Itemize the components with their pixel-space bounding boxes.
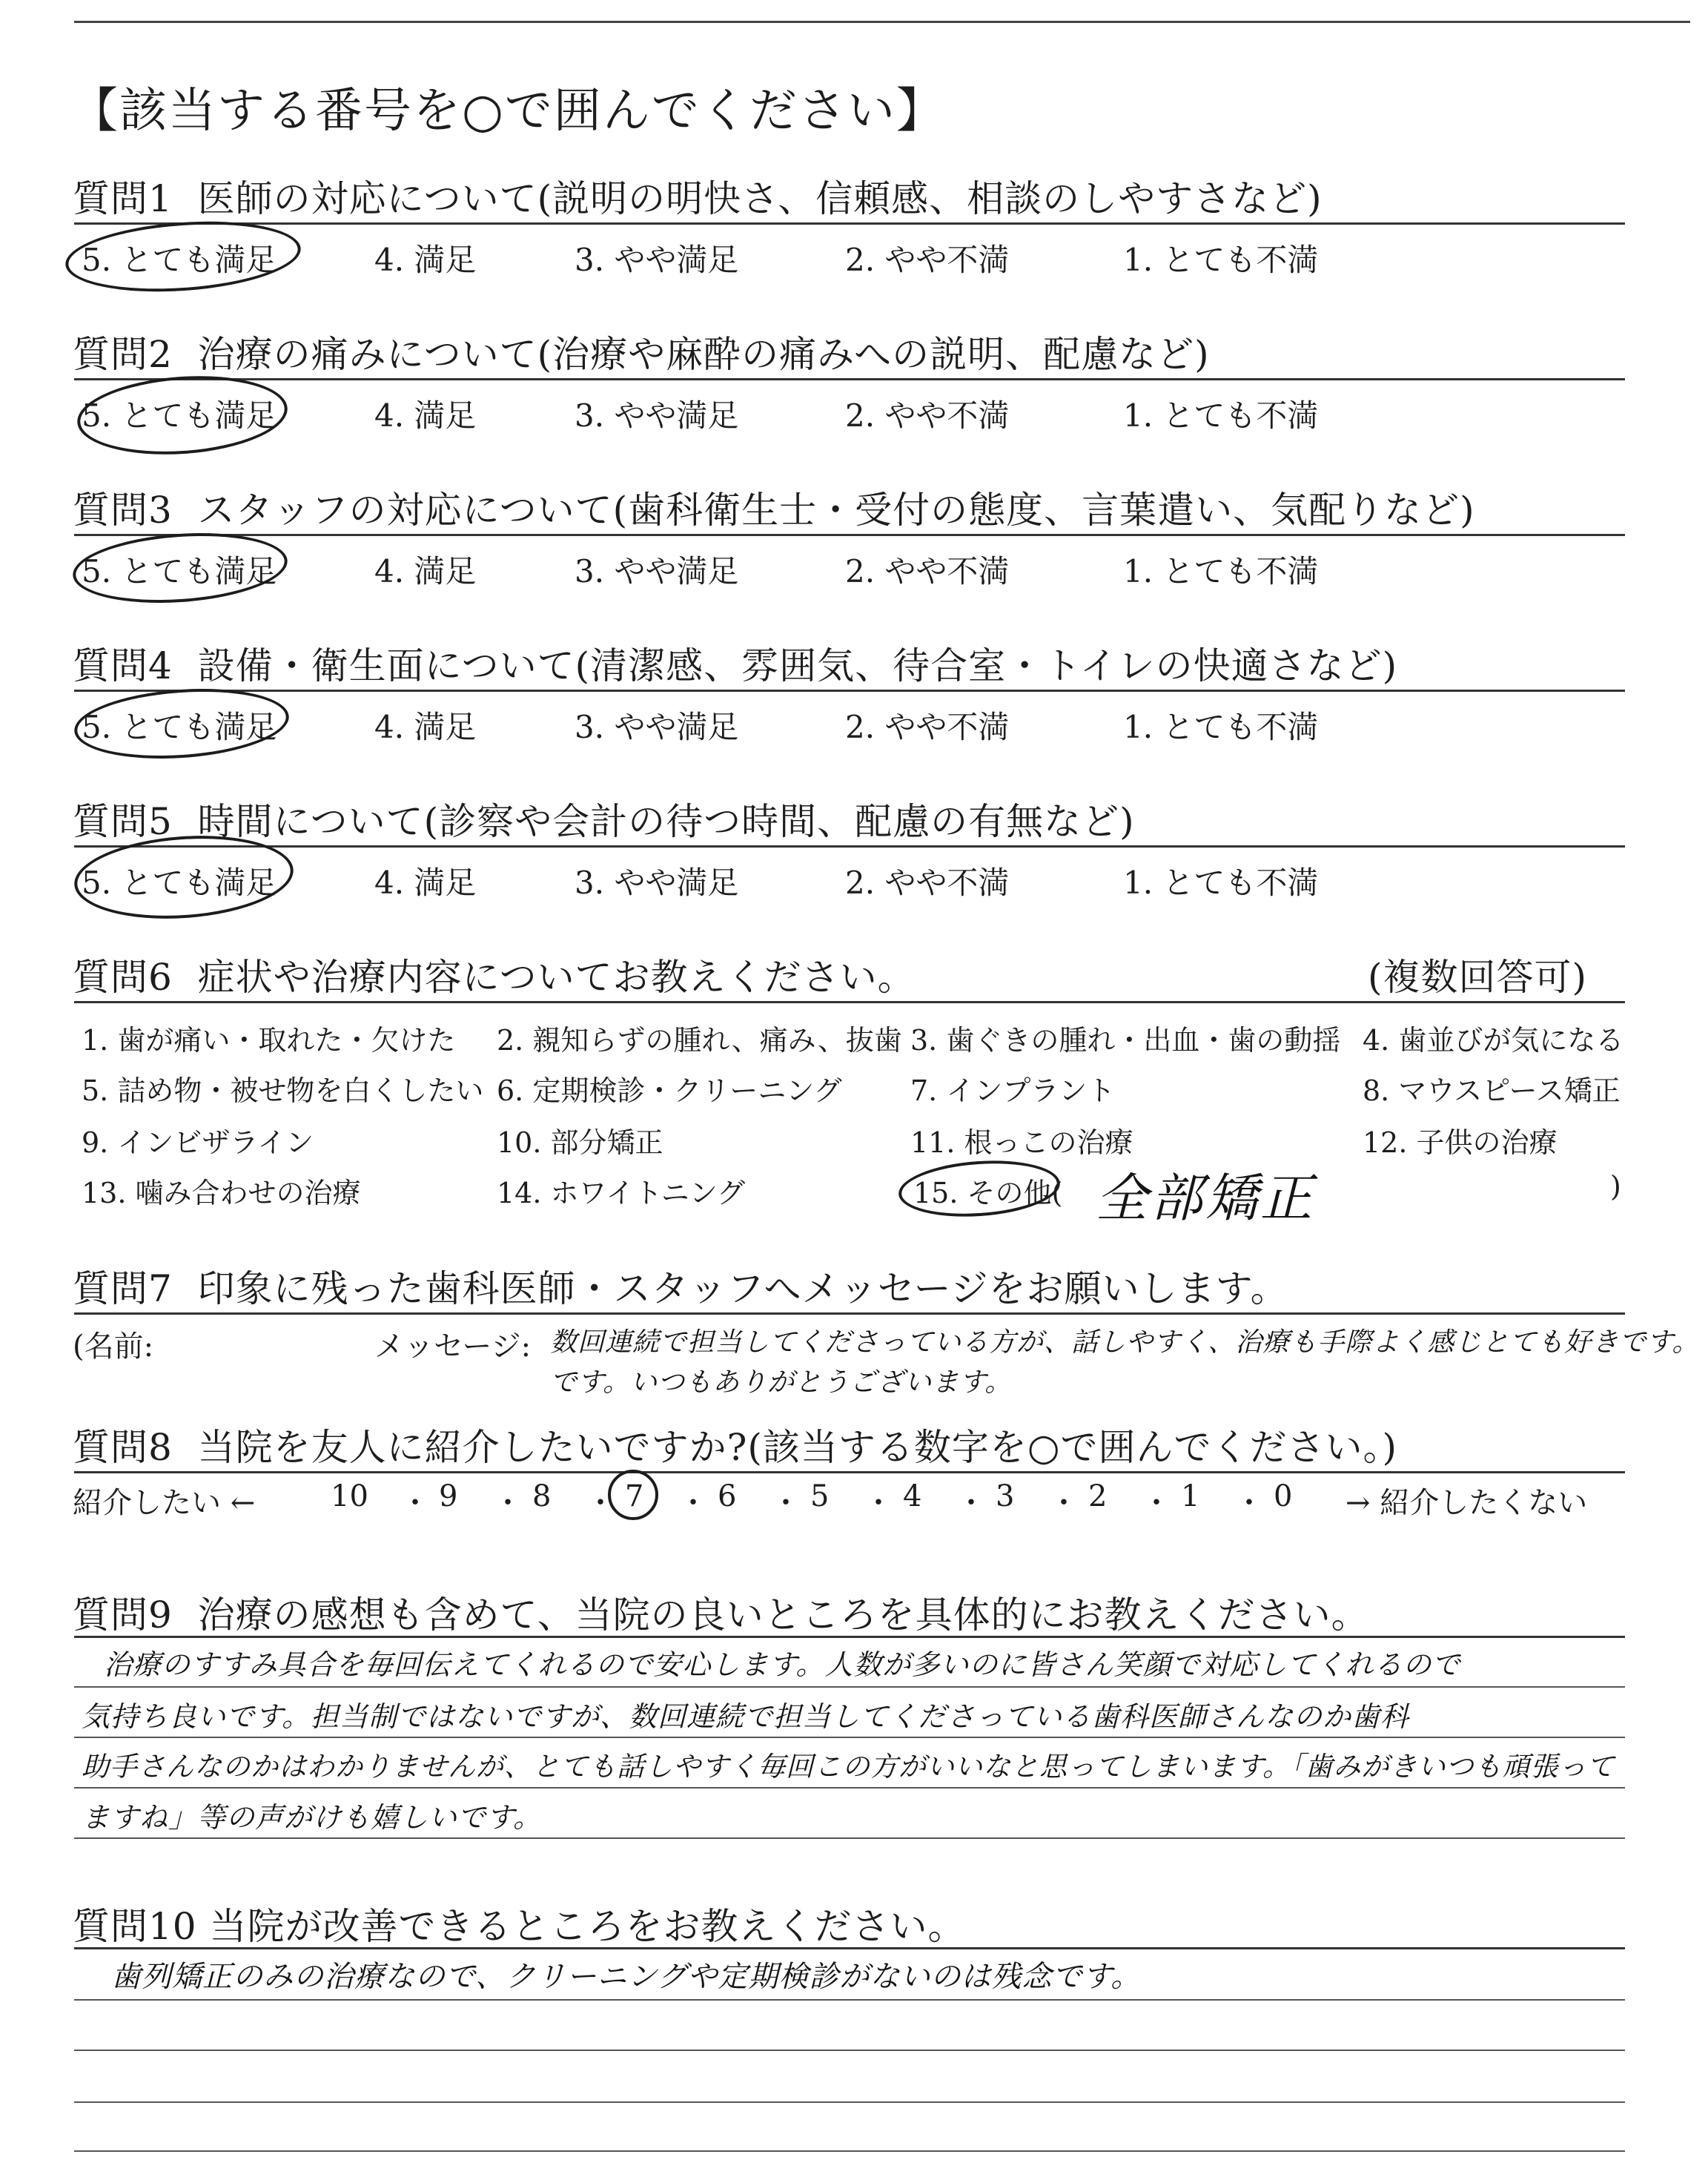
q1-option-2[interactable]: 2. やや不満 xyxy=(845,242,1010,278)
q8-scale-10[interactable]: 10 xyxy=(331,1479,368,1513)
q6-option-7[interactable]: 7. インプラント xyxy=(910,1074,1116,1107)
q9-rule-1 xyxy=(74,1636,1625,1638)
q6-option-9[interactable]: 9. インビザライン xyxy=(82,1126,314,1159)
q3-label: 質問3 xyxy=(73,489,173,532)
q4-option-3[interactable]: 3. やや満足 xyxy=(575,709,739,745)
q9-answer-line-4: ますね」等の声がけも嬉しいです。 xyxy=(82,1801,542,1834)
q7-text: 印象に残った歯科医師・スタッフへメッセージをお願いします。 xyxy=(197,1267,1288,1310)
q1-header xyxy=(73,169,1323,222)
q1-text: 医師の対応について(説明の明快さ、信頼感、相談のしやすさなど) xyxy=(197,177,1323,220)
q2-option-5[interactable]: 5. とても満足 xyxy=(82,397,277,434)
q8-scale-9[interactable]: 9 xyxy=(439,1479,458,1513)
q5-option-5[interactable]: 5. とても満足 xyxy=(82,865,277,901)
q7-message-label: メッセージ: xyxy=(374,1330,532,1364)
q6-option-8[interactable]: 8. マウスピース矯正 xyxy=(1363,1074,1621,1107)
q8-scale-8[interactable]: 8 xyxy=(532,1479,552,1513)
q8-rule xyxy=(74,1471,1625,1473)
q2-header xyxy=(73,325,1210,378)
q6-option-5[interactable]: 5. 詰め物・被せ物を白くしたい xyxy=(82,1074,484,1107)
q8-left-label: 紹介したい ← xyxy=(73,1486,256,1520)
q8-separator: ・ xyxy=(1049,1486,1079,1520)
q2-option-2[interactable]: 2. やや不満 xyxy=(845,397,1010,434)
page-title: 【該当する番号を○で囲んでください】 xyxy=(70,84,945,139)
q3-option-4[interactable]: 4. 満足 xyxy=(374,553,477,589)
q8-selection-circle xyxy=(608,1470,658,1520)
q4-header xyxy=(73,636,1397,690)
q4-rule xyxy=(74,690,1625,692)
q6-option-4[interactable]: 4. 歯並びが気になる xyxy=(1363,1024,1624,1057)
q8-separator: ・ xyxy=(493,1486,523,1520)
q3-option-1[interactable]: 1. とても不満 xyxy=(1123,553,1319,589)
q2-option-1[interactable]: 1. とても不満 xyxy=(1123,397,1319,434)
q2-option-3[interactable]: 3. やや満足 xyxy=(575,397,739,434)
q8-separator: ・ xyxy=(400,1486,430,1520)
q7-label: 質問7 xyxy=(73,1267,173,1310)
q5-option-4[interactable]: 4. 満足 xyxy=(374,865,477,901)
q4-option-2[interactable]: 2. やや不満 xyxy=(845,709,1010,745)
q1-option-3[interactable]: 3. やや満足 xyxy=(575,242,739,278)
q8-scale-5[interactable]: 5 xyxy=(810,1479,830,1513)
q8-separator: ・ xyxy=(1142,1486,1171,1520)
q1-option-4[interactable]: 4. 満足 xyxy=(374,242,477,278)
q9-rule-2 xyxy=(74,1686,1625,1688)
q8-scale-4[interactable]: 4 xyxy=(903,1479,922,1513)
q6-option-14[interactable]: 14. ホワイトニング xyxy=(497,1177,746,1209)
q6-option-12[interactable]: 12. 子供の治療 xyxy=(1363,1126,1558,1159)
q6-header xyxy=(73,948,916,1001)
q5-option-2[interactable]: 2. やや不満 xyxy=(845,865,1010,901)
q6-option-6[interactable]: 6. 定期検診・クリーニング xyxy=(497,1074,842,1107)
q1-option-5[interactable]: 5. とても満足 xyxy=(82,242,277,278)
q8-scale-1[interactable]: 1 xyxy=(1181,1479,1200,1513)
q1-label: 質問1 xyxy=(73,177,173,220)
q7-message-line-2: です。いつもありがとうございます。 xyxy=(550,1367,1013,1398)
q2-text: 治療の痛みについて(治療や麻酔の痛みへの説明、配慮など) xyxy=(197,333,1210,376)
q2-option-4[interactable]: 4. 満足 xyxy=(374,397,477,434)
q4-option-4[interactable]: 4. 満足 xyxy=(374,709,477,745)
q4-option-5[interactable]: 5. とても満足 xyxy=(82,709,277,745)
q2-label: 質問2 xyxy=(73,333,173,376)
q5-option-1[interactable]: 1. とても不満 xyxy=(1123,865,1319,901)
q4-option-1[interactable]: 1. とても不満 xyxy=(1123,709,1319,745)
q7-rule xyxy=(74,1312,1625,1315)
q6-option-2[interactable]: 2. 親知らずの腫れ、痛み、抜歯 xyxy=(497,1024,902,1057)
q4-text: 設備・衛生面について(清潔感、雰囲気、待合室・トイレの快適さなど) xyxy=(197,644,1398,687)
q3-option-3[interactable]: 3. やや満足 xyxy=(575,553,739,589)
q8-separator: ・ xyxy=(1234,1486,1264,1520)
q9-rule-5 xyxy=(74,1837,1625,1839)
q9-text: 治療の感想も含めて、当院の良いところを具体的にお教えください。 xyxy=(197,1593,1369,1636)
q8-scale-2[interactable]: 2 xyxy=(1088,1479,1108,1513)
q10-rule-1 xyxy=(74,1947,1625,1949)
q6-selection-circle xyxy=(897,1155,1062,1221)
q9-answer-line-2: 気持ち良いです。担当制ではないですが、数回連続で担当してくださっている歯科医師さんなのか歯科 xyxy=(82,1700,1409,1733)
q8-right-label: → 紹介したくない xyxy=(1345,1486,1588,1520)
q7-header xyxy=(73,1259,1288,1312)
q8-separator: ・ xyxy=(771,1486,801,1520)
q7-message-line-1: 数回連続で担当してくださっている方が、話しやすく、治療も手際よく感じとても好きです。 xyxy=(550,1327,1700,1358)
q1-rule xyxy=(74,222,1625,225)
q1-selection-circle xyxy=(63,214,303,299)
q3-selection-circle xyxy=(70,526,290,610)
q9-rule-3 xyxy=(74,1737,1625,1738)
q5-rule xyxy=(74,845,1625,848)
q8-header xyxy=(73,1418,1397,1471)
q5-text: 時間について(診察や会計の待つ時間、配慮の有無など) xyxy=(197,800,1135,843)
q3-header xyxy=(73,480,1475,534)
q8-scale-6[interactable]: 6 xyxy=(718,1479,737,1513)
q1-option-1[interactable]: 1. とても不満 xyxy=(1123,242,1319,278)
q6-option-1[interactable]: 1. 歯が痛い・取れた・欠けた xyxy=(82,1024,456,1057)
q6-option-3[interactable]: 3. 歯ぐきの腫れ・出血・歯の動揺 xyxy=(910,1024,1341,1057)
q8-separator: ・ xyxy=(864,1486,893,1520)
q10-rule-5 xyxy=(74,2150,1625,2152)
q6-option-10[interactable]: 10. 部分矯正 xyxy=(497,1126,663,1159)
q8-separator: ・ xyxy=(956,1486,986,1520)
q10-header xyxy=(73,1897,966,1950)
q4-selection-circle xyxy=(72,682,291,765)
q10-rule-3 xyxy=(74,2050,1625,2051)
q8-scale-7[interactable]: 7 xyxy=(625,1479,644,1513)
q5-option-3[interactable]: 3. やや満足 xyxy=(575,865,739,901)
q9-answer-line-3: 助手さんなのかはわかりませんが、とても話しやすく毎回この方がいいなと思ってしまいます。「歯みがきいつも頑張って xyxy=(82,1751,1615,1783)
q10-text: 当院が改善できるところをお教えください。 xyxy=(209,1905,966,1948)
q2-selection-circle xyxy=(75,369,291,461)
q3-text: スタッフの対応について(歯科衛生士・受付の態度、言葉遣い、気配りなど) xyxy=(197,489,1475,532)
q6-other-close-paren: ) xyxy=(1610,1170,1621,1203)
q8-scale-0[interactable]: 0 xyxy=(1274,1479,1293,1513)
q6-option-11[interactable]: 11. 根っこの治療 xyxy=(910,1126,1133,1159)
q8-separator: ・ xyxy=(678,1486,708,1520)
q6-label: 質問6 xyxy=(73,956,173,999)
q9-answer-line-1: 治療のすすみ具合を毎回伝えてくれるので安心します。人数が多いのに皆さん笑顔で対応してくれるので xyxy=(104,1648,1461,1681)
q3-rule xyxy=(74,534,1625,536)
q6-option-13[interactable]: 13. 噛み合わせの治療 xyxy=(82,1177,361,1209)
q6-option-15[interactable]: 15. その他( xyxy=(913,1177,1063,1209)
q6-note: (複数回答可) xyxy=(1368,956,1588,999)
q8-label: 質問8 xyxy=(73,1426,173,1469)
q3-option-5[interactable]: 5. とても満足 xyxy=(82,553,277,589)
q5-label: 質問5 xyxy=(73,800,173,843)
q9-rule-4 xyxy=(74,1787,1625,1789)
q6-rule xyxy=(74,1001,1625,1003)
q6-text: 症状や治療内容についてお教えください。 xyxy=(197,956,916,999)
q7-name-label: (名前: xyxy=(73,1330,154,1364)
q8-scale-3[interactable]: 3 xyxy=(996,1479,1015,1513)
q2-rule xyxy=(74,378,1625,380)
q6-other-answer: 全部矯正 xyxy=(1096,1168,1315,1229)
q10-rule-2 xyxy=(74,1999,1625,2001)
q4-label: 質問4 xyxy=(73,644,173,687)
top-border xyxy=(74,21,1690,23)
q10-label: 質問10 xyxy=(73,1905,197,1948)
q10-answer-line-1: 歯列矯正のみの治療なので、クリーニングや定期検診がないのは残念です。 xyxy=(111,1960,1142,1994)
q9-label: 質問9 xyxy=(73,1593,173,1636)
q3-option-2[interactable]: 2. やや不満 xyxy=(845,553,1010,589)
q9-header xyxy=(73,1585,1369,1639)
q8-text: 当院を友人に紹介したいですか?(該当する数字を○で囲んでください。) xyxy=(197,1426,1398,1469)
q8-separator: ・ xyxy=(586,1486,615,1520)
q10-rule-4 xyxy=(74,2101,1625,2103)
